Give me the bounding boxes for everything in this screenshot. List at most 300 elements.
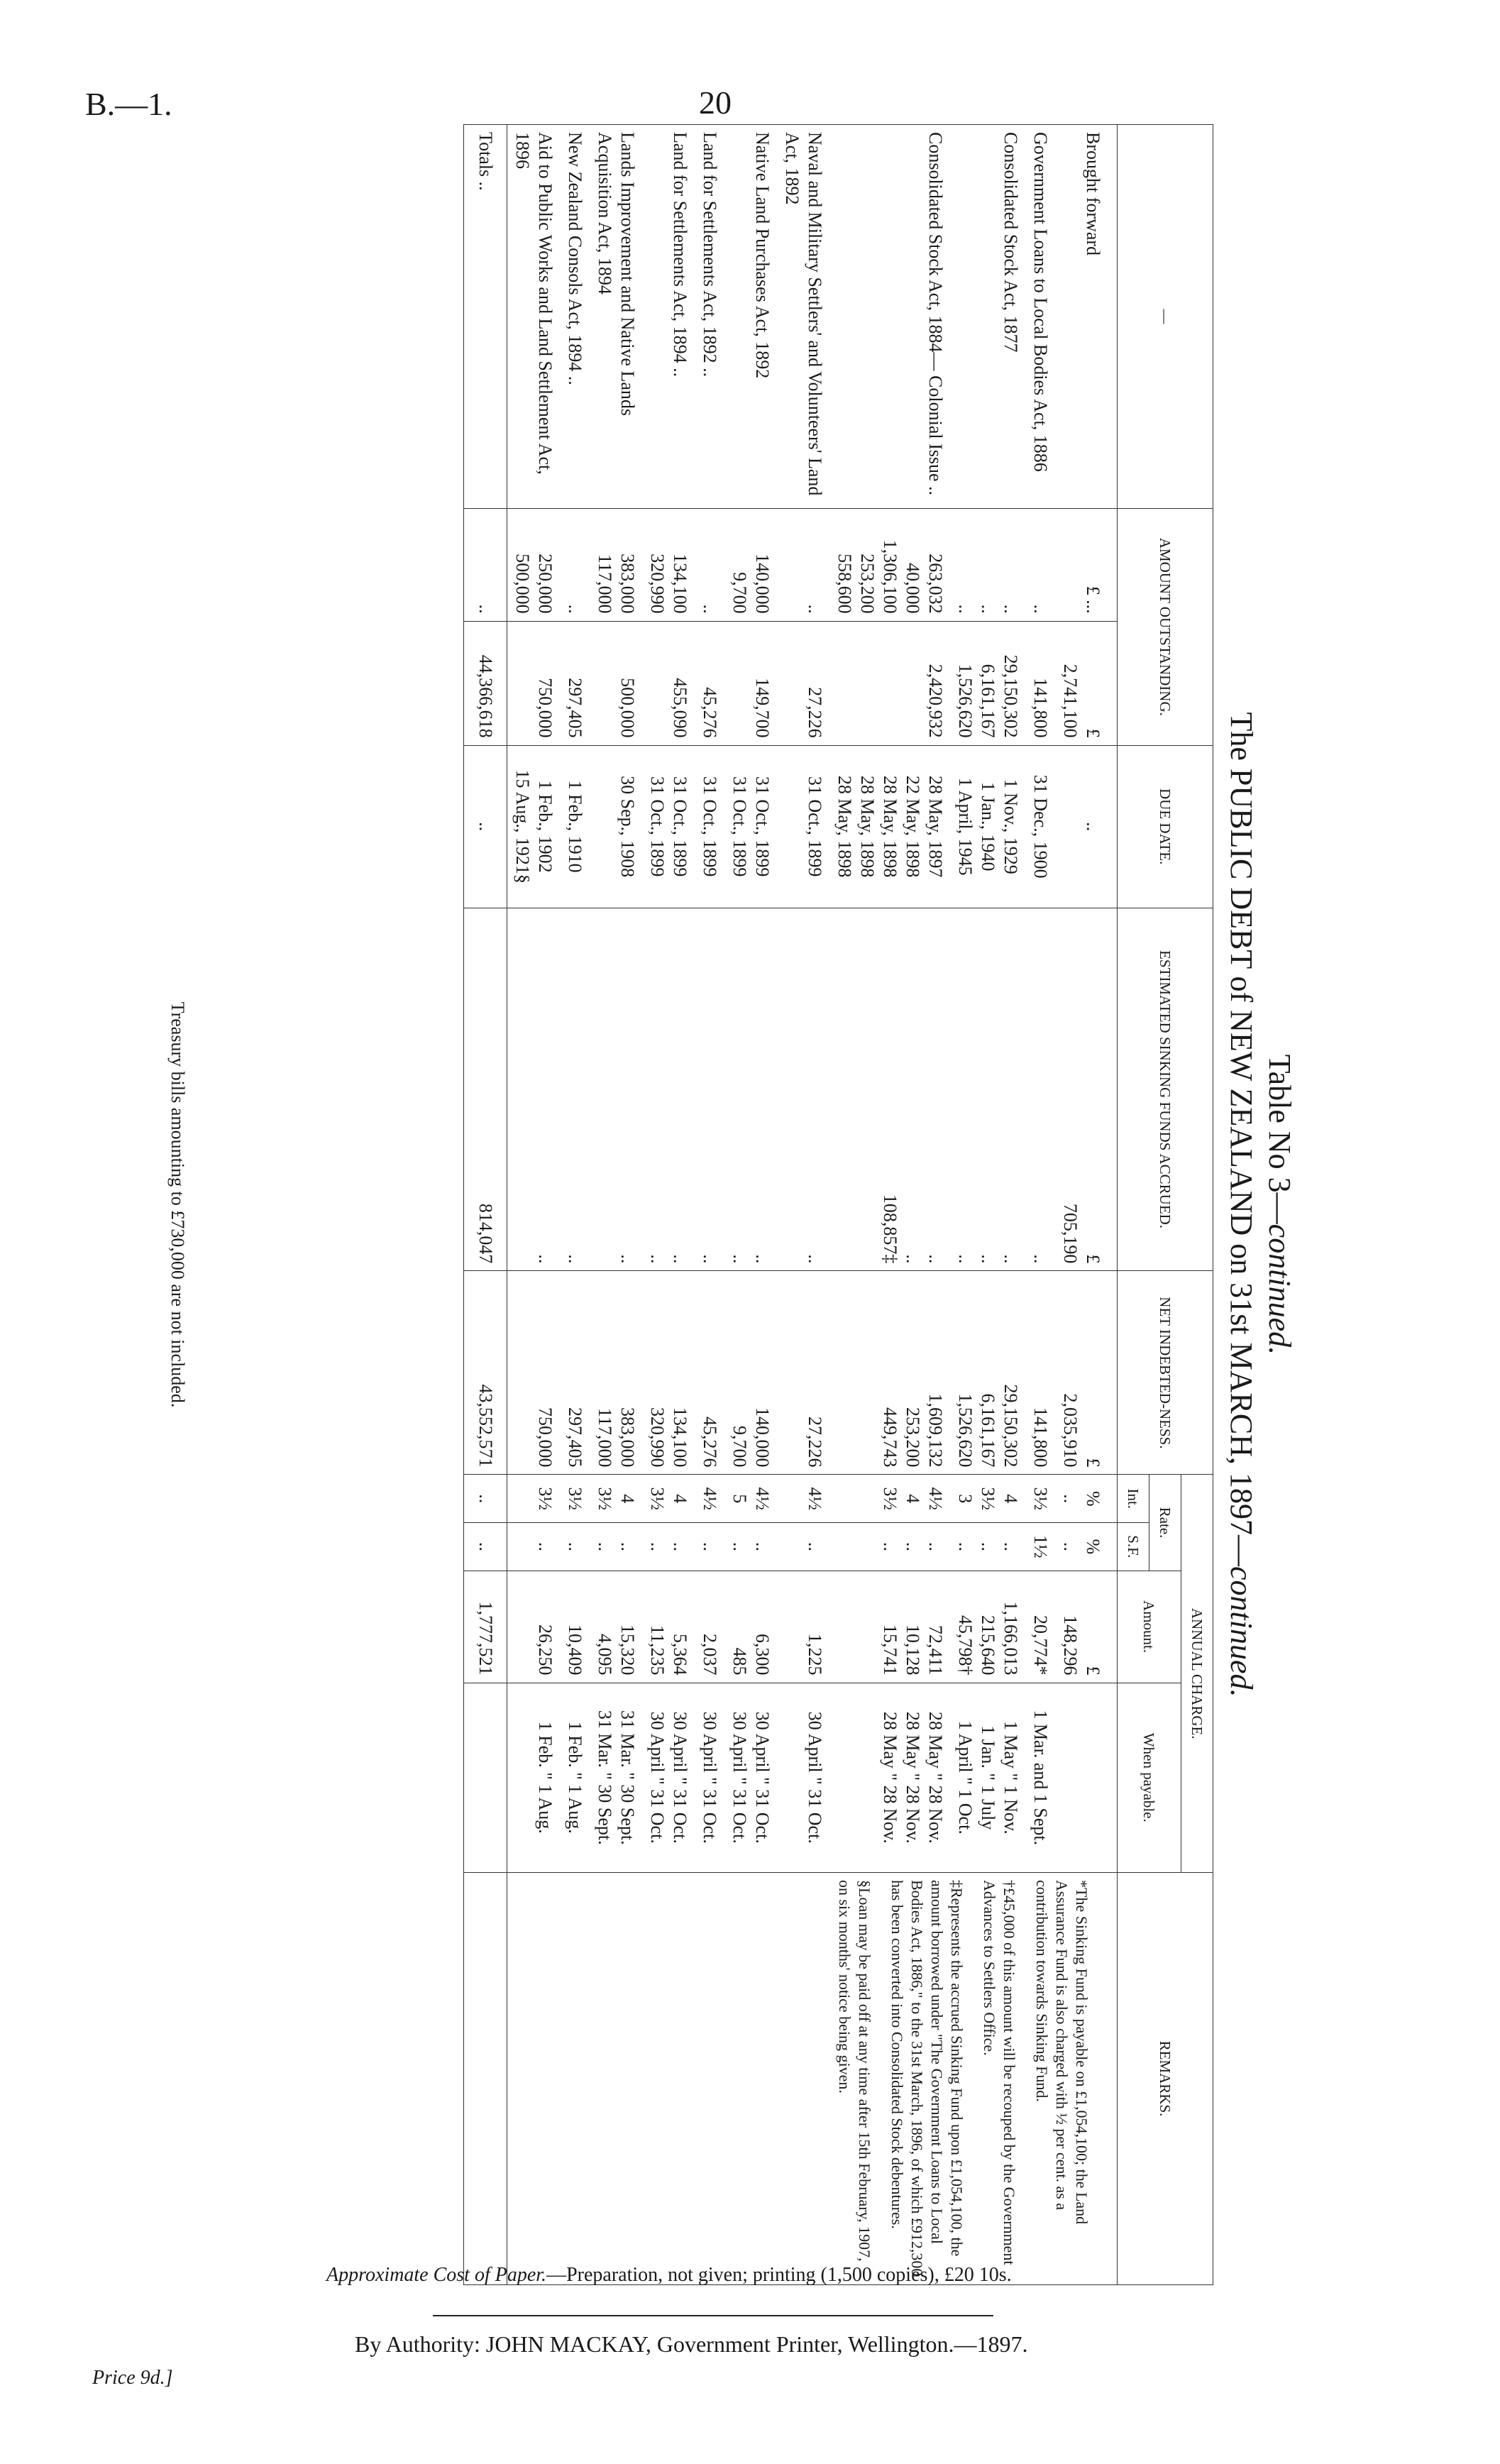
row-net bbox=[829, 1271, 950, 1475]
row-due-date bbox=[507, 745, 561, 908]
row-description: Brought forward bbox=[1055, 125, 1118, 509]
row-when-payable bbox=[590, 1683, 642, 1872]
row-due-date bbox=[950, 745, 1025, 908]
row-sinking bbox=[560, 908, 590, 1271]
col-when-payable: When payable. bbox=[1118, 1683, 1181, 1872]
row-sub-amounts bbox=[829, 509, 950, 622]
when-payable-line: 1 Mar. and 1 Sept. bbox=[1030, 1710, 1051, 1846]
row-sub-amounts bbox=[560, 509, 590, 622]
net-line: 1,609,132 bbox=[925, 1393, 946, 1468]
due-date-line: 22 May, 1898 bbox=[903, 775, 923, 878]
net-line: 141,800 bbox=[1030, 1407, 1051, 1468]
authority-rule bbox=[433, 2315, 993, 2316]
net-line: 750,000 bbox=[535, 1407, 556, 1468]
row-sub-amounts bbox=[642, 509, 695, 622]
amount-line: 485 bbox=[729, 1647, 750, 1676]
row-sinking bbox=[950, 908, 1025, 1271]
rate-sf-line: .. bbox=[955, 1541, 976, 1551]
totals-net: 43,552,571 bbox=[464, 1271, 507, 1475]
rate-sf-line: % bbox=[1083, 1539, 1103, 1555]
outstanding-line: 750,000 bbox=[535, 678, 556, 738]
outstanding-line: 2,741,100 bbox=[1060, 664, 1081, 738]
printer-authority: By Authority: JOHN MACKAY, Government Printer, Wellington.—1897. bbox=[355, 2331, 1028, 2357]
row-sub-amounts bbox=[507, 509, 561, 622]
amount-line: 1,225 bbox=[805, 1634, 825, 1676]
totals-outstanding: 44,366,618 bbox=[464, 621, 507, 745]
row-sinking bbox=[1055, 908, 1118, 1271]
table-row bbox=[1055, 125, 1118, 2285]
due-date-line: 31 Oct., 1899 bbox=[805, 776, 825, 877]
row-outstanding bbox=[777, 621, 829, 745]
rate-int-line: 4½ bbox=[700, 1487, 720, 1511]
sinking-line: .. bbox=[805, 1254, 825, 1264]
cost-label: Approximate Cost of Paper. bbox=[326, 2264, 547, 2286]
rate-int-line: 4½ bbox=[925, 1487, 946, 1511]
net-line: 140,000 bbox=[752, 1407, 773, 1468]
cost-text: —Preparation, not given; printing (1,500 copies), £20 10s. bbox=[546, 2264, 1012, 2286]
col-due-date: DUE DATE. bbox=[1118, 745, 1213, 908]
row-when-payable bbox=[560, 1683, 590, 1872]
col-rate: Rate. bbox=[1149, 1475, 1181, 1571]
row-description: Naval and Military Settlers' and Volunteers' Land Act, 1892 bbox=[777, 125, 829, 509]
row-amount bbox=[507, 1571, 561, 1683]
amount-line: 10,128 bbox=[903, 1624, 923, 1676]
totals-due: .. bbox=[464, 745, 507, 908]
sinking-line: .. bbox=[752, 1254, 773, 1264]
rate-int-line: 4½ bbox=[752, 1487, 773, 1511]
rate-int-line: 4 bbox=[903, 1494, 923, 1504]
sub-amount-line: 134,100 bbox=[670, 554, 690, 614]
col-net-indebtedness: NET INDEBTED-NESS. bbox=[1118, 1271, 1213, 1475]
row-outstanding bbox=[695, 621, 724, 745]
row-rate-int bbox=[829, 1475, 950, 1523]
totals-when bbox=[464, 1683, 507, 1872]
row-description: Native Land Purchases Act, 1892 bbox=[724, 125, 777, 509]
sinking-line: .. bbox=[617, 1254, 638, 1264]
sub-amount-line: 117,000 bbox=[595, 554, 615, 614]
rate-sf-line: .. bbox=[670, 1541, 690, 1551]
totals-sf: .. bbox=[464, 1523, 507, 1571]
row-amount bbox=[777, 1571, 829, 1683]
rate-int-line: 3½ bbox=[880, 1487, 900, 1511]
row-net bbox=[560, 1271, 590, 1475]
row-net bbox=[642, 1271, 695, 1475]
net-line: 134,100 bbox=[670, 1407, 690, 1468]
col-remarks: REMARKS. bbox=[1118, 1873, 1213, 2285]
row-amount bbox=[724, 1571, 777, 1683]
row-description: Aid to Public Works and Land Settlement Act, 1896 bbox=[507, 125, 561, 509]
footnote: Treasury bills amounting to £730,000 are not included. bbox=[167, 1001, 188, 1408]
due-date-line: 28 May, 1897 bbox=[925, 775, 946, 878]
outstanding-line: 455,090 bbox=[670, 678, 690, 738]
row-rate-sf bbox=[777, 1523, 829, 1571]
amount-line: 215,640 bbox=[978, 1615, 998, 1676]
sub-amount-line: .. bbox=[565, 604, 585, 614]
remark-note: ‡Represents the accrued Sinking Fund upon £1,054,100, the amount borrowed under "The Government Loans to Local Bodies Act, 1886," to the 31st March, 1896, of which £912,300 has been converted into Consolidated Stock debentures. bbox=[888, 1880, 966, 2277]
col-amount-outstanding: AMOUNT OUTSTANDING. bbox=[1118, 509, 1213, 746]
row-rate-sf bbox=[695, 1523, 724, 1571]
due-date-line: 1 Feb., 1910 bbox=[565, 780, 585, 873]
rate-sf-line: .. bbox=[752, 1541, 773, 1551]
row-when-payable bbox=[950, 1683, 1025, 1872]
row-amount bbox=[695, 1571, 724, 1683]
row-sinking bbox=[695, 908, 724, 1271]
row-amount bbox=[642, 1571, 695, 1683]
totals-sub: .. bbox=[464, 509, 507, 622]
net-line: 2,035,910 bbox=[1060, 1393, 1081, 1468]
net-line: 253,200 bbox=[903, 1407, 923, 1468]
when-payable-line: 28 May " 28 Nov. bbox=[903, 1711, 923, 1844]
outstanding-line: 500,000 bbox=[617, 678, 638, 738]
table-body bbox=[464, 125, 1118, 2285]
sub-amount-line: .. bbox=[955, 604, 976, 614]
row-sub-amounts bbox=[1025, 509, 1055, 622]
amount-line: 15,741 bbox=[880, 1624, 900, 1676]
amount-line: 6,300 bbox=[752, 1634, 773, 1676]
sub-amount-line: 263,032 bbox=[925, 554, 946, 614]
sub-amount-line: .. bbox=[978, 604, 998, 614]
sub-amount-line: 140,000 bbox=[752, 554, 773, 614]
public-debt-table bbox=[463, 124, 1213, 2285]
sinking-line: .. bbox=[535, 1254, 556, 1264]
col-amount: Amount. bbox=[1118, 1571, 1181, 1683]
row-net bbox=[950, 1271, 1025, 1475]
sinking-line: .. bbox=[647, 1254, 668, 1264]
sub-amount-line: 383,000 bbox=[617, 554, 638, 614]
when-payable-line: 30 April " 31 Oct. bbox=[805, 1711, 825, 1844]
totals-label: Totals .. bbox=[464, 125, 507, 509]
due-date-line: 28 May, 1898 bbox=[834, 775, 855, 878]
sinking-line: £ bbox=[1083, 1254, 1103, 1264]
col-annual-charge: ANNUAL CHARGE. bbox=[1181, 1475, 1213, 1873]
row-sinking bbox=[1025, 908, 1055, 1271]
col-rate-sf: S.F. bbox=[1118, 1523, 1149, 1571]
rate-sf-line: .. bbox=[700, 1541, 720, 1551]
rate-int-line: 3½ bbox=[978, 1487, 998, 1511]
row-due-date bbox=[560, 745, 590, 908]
rate-sf-line: .. bbox=[805, 1541, 825, 1551]
outstanding-line: £ bbox=[1083, 728, 1103, 738]
row-rate-int bbox=[950, 1475, 1025, 1523]
when-payable-line: 28 May " 28 Nov. bbox=[925, 1711, 946, 1844]
rate-int-line: 3½ bbox=[595, 1487, 615, 1511]
due-date-line: 28 May, 1898 bbox=[880, 775, 900, 878]
row-sub-amounts bbox=[950, 509, 1025, 622]
sinking-line: .. bbox=[925, 1254, 946, 1264]
when-payable-line: 30 April " 31 Oct. bbox=[670, 1711, 690, 1844]
sub-amount-line: £ ... bbox=[1083, 585, 1103, 614]
amount-line: 10,409 bbox=[565, 1624, 585, 1676]
row-outstanding bbox=[829, 621, 950, 745]
row-rate-sf bbox=[560, 1523, 590, 1571]
net-line: 45,276 bbox=[700, 1416, 720, 1468]
net-line: 1,526,620 bbox=[955, 1393, 976, 1468]
row-rate-sf bbox=[829, 1523, 950, 1571]
sub-amount-line: 250,000 bbox=[535, 554, 556, 614]
row-rate-int bbox=[777, 1475, 829, 1523]
rate-int-line: % bbox=[1083, 1490, 1103, 1507]
row-sub-amounts bbox=[724, 509, 777, 622]
rate-int-line: 4½ bbox=[805, 1487, 825, 1511]
row-description: Land for Settlements Act, 1892 .. bbox=[695, 125, 724, 509]
row-amount bbox=[829, 1571, 950, 1683]
row-description: Land for Settlements Act, 1894 .. bbox=[642, 125, 695, 509]
row-amount bbox=[560, 1571, 590, 1683]
row-due-date bbox=[1025, 745, 1055, 908]
sub-amount-line: 253,200 bbox=[857, 554, 878, 614]
row-due-date bbox=[724, 745, 777, 908]
row-net bbox=[777, 1271, 829, 1475]
row-sub-amounts bbox=[695, 509, 724, 622]
row-rate-sf bbox=[1025, 1523, 1055, 1571]
due-date-line: 30 Sep., 1908 bbox=[617, 776, 638, 878]
row-rate-int bbox=[507, 1475, 561, 1523]
outstanding-line: 1,526,620 bbox=[955, 664, 976, 738]
rate-int-line: 3 bbox=[955, 1494, 976, 1504]
row-rate-sf bbox=[642, 1523, 695, 1571]
sub-amount-line: 500,000 bbox=[512, 554, 533, 614]
when-payable-line: 30 April " 31 Oct. bbox=[729, 1711, 750, 1844]
row-outstanding bbox=[1025, 621, 1055, 745]
net-line: 9,700 bbox=[729, 1425, 750, 1468]
row-due-date bbox=[590, 745, 642, 908]
when-payable-line: 1 May " 1 Nov. bbox=[1000, 1720, 1021, 1835]
row-outstanding bbox=[950, 621, 1025, 745]
rate-sf-line: .. bbox=[925, 1541, 946, 1551]
row-due-date bbox=[642, 745, 695, 908]
row-rate-int bbox=[642, 1475, 695, 1523]
when-payable-line: 31 Mar. " 30 Sept. bbox=[595, 1710, 615, 1845]
rate-sf-line: .. bbox=[617, 1541, 638, 1551]
table-caption bbox=[1222, 124, 1298, 2285]
rate-int-line: 5 bbox=[729, 1494, 750, 1504]
amount-line: 2,037 bbox=[700, 1634, 720, 1676]
page-number: 20 bbox=[699, 84, 732, 121]
row-rate-int bbox=[560, 1475, 590, 1523]
outstanding-line: 29,150,302 bbox=[1000, 654, 1021, 738]
row-net bbox=[695, 1271, 724, 1475]
row-amount bbox=[590, 1571, 642, 1683]
table-number: Table No 3— bbox=[1262, 1054, 1297, 1224]
due-date-line: 15 Aug., 1921§ bbox=[512, 769, 533, 884]
table-title-cont: continued. bbox=[1224, 1566, 1259, 1698]
totals-remarks bbox=[464, 1873, 507, 2285]
due-date-line: 28 May, 1898 bbox=[857, 775, 878, 878]
net-line: 449,743 bbox=[880, 1407, 900, 1468]
outstanding-line: 6,161,167 bbox=[978, 664, 998, 738]
table-title: The PUBLIC DEBT of NEW ZEALAND on 31st MARCH, 1897— bbox=[1224, 712, 1259, 1566]
remarks-cell bbox=[507, 1873, 1118, 2285]
sinking-line: .. bbox=[955, 1254, 976, 1264]
row-rate-int bbox=[695, 1475, 724, 1523]
row-rate-sf bbox=[1055, 1523, 1118, 1571]
net-line: 29,150,302 bbox=[1000, 1384, 1021, 1468]
rate-int-line: 4 bbox=[1000, 1494, 1021, 1504]
rate-sf-line: .. bbox=[565, 1541, 585, 1551]
sub-amount-line: 9,700 bbox=[729, 572, 750, 614]
amount-line: 15,320 bbox=[617, 1624, 638, 1676]
when-payable-line: 30 April " 31 Oct. bbox=[752, 1711, 773, 1844]
net-line: £ bbox=[1083, 1458, 1103, 1468]
sub-amount-line: 40,000 bbox=[903, 563, 923, 614]
net-line: 320,990 bbox=[647, 1407, 668, 1468]
rate-int-line: .. bbox=[1060, 1494, 1081, 1504]
row-description: Lands Improvement and Native Lands Acquisition Act, 1894 bbox=[590, 125, 642, 509]
due-date-line: 31 Oct., 1899 bbox=[700, 776, 720, 877]
amount-line: £ bbox=[1083, 1666, 1103, 1676]
net-line: 297,405 bbox=[565, 1407, 585, 1468]
sub-amount-line: 1,306,100 bbox=[880, 539, 900, 614]
rate-int-line: 3½ bbox=[565, 1487, 585, 1511]
rate-sf-line: .. bbox=[595, 1541, 615, 1551]
totals-int: .. bbox=[464, 1475, 507, 1523]
when-payable-line: 30 April " 31 Oct. bbox=[647, 1711, 668, 1844]
row-when-payable bbox=[829, 1683, 950, 1872]
rate-sf-line: .. bbox=[535, 1541, 556, 1551]
row-sub-amounts bbox=[777, 509, 829, 622]
row-sinking bbox=[507, 908, 561, 1271]
row-due-date bbox=[829, 745, 950, 908]
totals-amount: 1,777,521 bbox=[464, 1571, 507, 1683]
due-date-line: 31 Oct., 1899 bbox=[670, 776, 690, 877]
when-payable-line: 1 Feb. " 1 Aug. bbox=[565, 1721, 585, 1834]
col-description: — bbox=[1118, 125, 1213, 509]
row-sinking bbox=[829, 908, 950, 1271]
outstanding-line: 2,420,932 bbox=[925, 664, 946, 738]
row-rate-sf bbox=[507, 1523, 561, 1571]
due-date-line: .. bbox=[1083, 822, 1103, 832]
row-due-date bbox=[1055, 745, 1118, 908]
row-when-payable bbox=[642, 1683, 695, 1872]
row-sub-amounts bbox=[1055, 509, 1118, 622]
sinking-line: 108,857‡ bbox=[880, 1194, 900, 1264]
sinking-line: .. bbox=[978, 1254, 998, 1264]
when-payable-line: 1 Feb. " 1 Aug. bbox=[535, 1721, 556, 1834]
sub-amount-line: .. bbox=[1000, 604, 1021, 614]
col-rate-int: Int. bbox=[1118, 1475, 1149, 1523]
row-when-payable bbox=[695, 1683, 724, 1872]
when-payable-line: 1 Jan. " 1 July bbox=[978, 1725, 998, 1830]
row-rate-sf bbox=[590, 1523, 642, 1571]
rate-int-line: 4 bbox=[670, 1494, 690, 1504]
row-rate-int bbox=[590, 1475, 642, 1523]
due-date-line: 31 Oct., 1899 bbox=[752, 776, 773, 877]
sub-amount-line: 320,990 bbox=[647, 554, 668, 614]
row-description: Consolidated Stock Act, 1884— Colonial Issue .. bbox=[829, 125, 950, 509]
when-payable-line: 28 May " 28 Nov. bbox=[880, 1711, 900, 1844]
sinking-line: .. bbox=[729, 1254, 750, 1264]
amount-line: 5,364 bbox=[670, 1634, 690, 1676]
amount-line: 72,411 bbox=[925, 1625, 946, 1676]
row-outstanding bbox=[642, 621, 695, 745]
amount-line: 20,774* bbox=[1030, 1615, 1051, 1676]
row-rate-sf bbox=[724, 1523, 777, 1571]
row-outstanding bbox=[590, 621, 642, 745]
net-line: 383,000 bbox=[617, 1407, 638, 1468]
row-amount bbox=[950, 1571, 1025, 1683]
rate-int-line: 3½ bbox=[647, 1487, 668, 1511]
rate-sf-line: .. bbox=[1060, 1541, 1081, 1551]
amount-line: 11,235 bbox=[647, 1625, 668, 1676]
row-description: New Zealand Consols Act, 1894 .. bbox=[560, 125, 590, 509]
row-sub-amounts bbox=[590, 509, 642, 622]
outstanding-line: 27,226 bbox=[805, 687, 825, 738]
outstanding-line: 297,405 bbox=[565, 678, 585, 738]
rotated-table-region bbox=[128, 124, 1298, 2285]
rate-sf-line: .. bbox=[1000, 1541, 1021, 1551]
row-when-payable bbox=[777, 1683, 829, 1872]
rate-int-line: 3½ bbox=[1030, 1487, 1051, 1511]
amount-line: 1,166,013 bbox=[1000, 1601, 1021, 1676]
amount-line: 45,798† bbox=[955, 1615, 976, 1676]
row-net bbox=[724, 1271, 777, 1475]
remark-note: †£45,000 of this amount will be recouped by the Government Advances to Settlers Office. bbox=[981, 1880, 1018, 2265]
remark-note: *The Sinking Fund is payable on £1,054,100; the Land Assurance Fund is also charged with ½ per cent. as a contribution towards Sinking Fund. bbox=[1033, 1880, 1091, 2225]
price: Price 9d.] bbox=[92, 2367, 173, 2389]
rate-sf-line: .. bbox=[729, 1541, 750, 1551]
outstanding-line: 149,700 bbox=[752, 678, 773, 738]
sinking-line: .. bbox=[903, 1254, 923, 1264]
sinking-line: 705,190 bbox=[1060, 1203, 1081, 1264]
when-payable-line: 31 Mar. " 30 Sept. bbox=[617, 1710, 638, 1845]
sinking-line: .. bbox=[700, 1254, 720, 1264]
due-date-line: 31 Dec., 1900 bbox=[1030, 774, 1051, 879]
col-sinking-funds: ESTIMATED SINKING FUNDS ACCRUED. bbox=[1118, 908, 1213, 1271]
row-outstanding bbox=[1055, 621, 1118, 745]
page-reference: B.—1. bbox=[85, 86, 172, 122]
rate-sf-line: .. bbox=[978, 1541, 998, 1551]
rate-sf-line: .. bbox=[647, 1541, 668, 1551]
row-rate-int bbox=[1025, 1475, 1055, 1523]
row-outstanding bbox=[507, 621, 561, 745]
row-due-date bbox=[777, 745, 829, 908]
row-net bbox=[1025, 1271, 1055, 1475]
rate-int-line: 4 bbox=[617, 1494, 638, 1504]
when-payable-line: 30 April " 31 Oct. bbox=[700, 1711, 720, 1844]
due-date-line: 1 Feb., 1902 bbox=[535, 780, 556, 873]
row-rate-int bbox=[724, 1475, 777, 1523]
row-net bbox=[1055, 1271, 1118, 1475]
row-outstanding bbox=[724, 621, 777, 745]
totals-row bbox=[464, 125, 507, 2285]
due-date-line: 1 Jan., 1940 bbox=[978, 781, 998, 871]
totals-sinking: 814,047 bbox=[464, 908, 507, 1271]
outstanding-line: 45,276 bbox=[700, 687, 720, 738]
row-due-date bbox=[695, 745, 724, 908]
sinking-line: .. bbox=[565, 1254, 585, 1264]
due-date-line: 31 Oct., 1899 bbox=[647, 776, 668, 877]
sinking-line: .. bbox=[670, 1254, 690, 1264]
row-rate-sf bbox=[950, 1523, 1025, 1571]
cost-of-paper bbox=[326, 2264, 1012, 2287]
rate-sf-line: 1½ bbox=[1030, 1535, 1051, 1558]
rate-int-line: 3½ bbox=[535, 1487, 556, 1511]
row-outstanding bbox=[560, 621, 590, 745]
due-date-line: 1 April, 1945 bbox=[955, 777, 976, 876]
sub-amount-line: .. bbox=[700, 604, 720, 614]
sub-amount-line: 558,600 bbox=[834, 554, 855, 614]
row-when-payable bbox=[507, 1683, 561, 1872]
row-amount bbox=[1055, 1571, 1118, 1683]
row-sinking bbox=[590, 908, 642, 1271]
row-rate-int bbox=[1055, 1475, 1118, 1523]
row-when-payable bbox=[1025, 1683, 1055, 1872]
row-description: Consolidated Stock Act, 1877 bbox=[950, 125, 1025, 509]
amount-line: 26,250 bbox=[535, 1624, 556, 1676]
row-sinking bbox=[642, 908, 695, 1271]
net-line: 27,226 bbox=[805, 1416, 825, 1468]
net-line: 117,000 bbox=[595, 1407, 615, 1468]
